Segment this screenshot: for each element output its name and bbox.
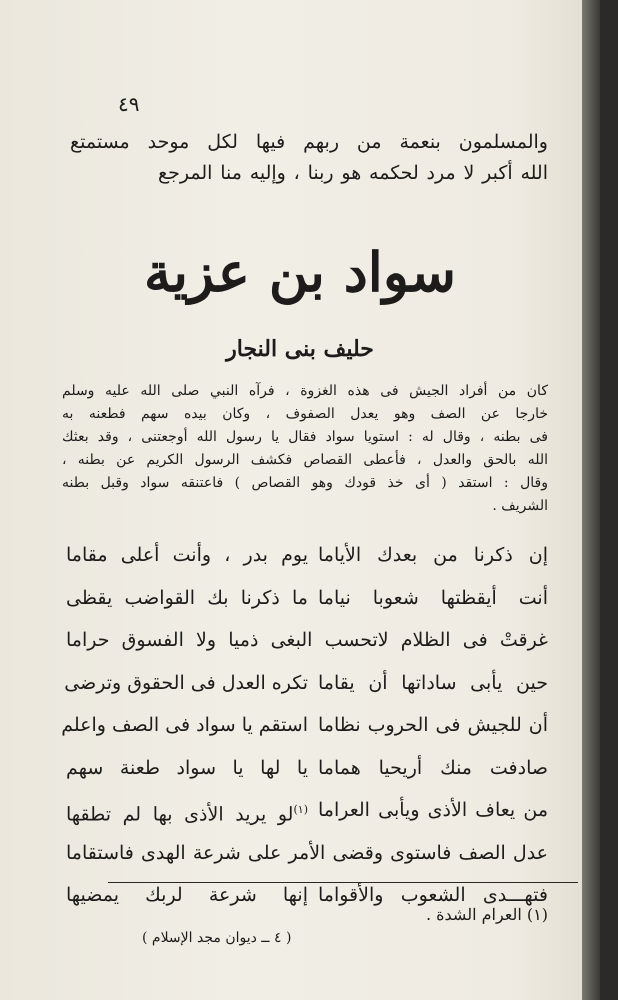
footnote-mark: (١) <box>293 803 308 816</box>
poem-title: سواد بن عزية <box>144 240 456 304</box>
verse <box>66 789 548 832</box>
prose-line: فى بطنه ، وقال له : استويا سواد فقال يا رسول الله أوجعتنى ، وقد بعثك <box>62 429 548 445</box>
verse-second-hemistich: فتهـــدى الشعوب والأقواما <box>318 884 548 906</box>
verse-first-hemistich: يوم بدر ، وأنت أعلى مقاما <box>66 544 308 566</box>
verse-second-hemistich: من يعاف الأذى ويأبى العراما <box>318 799 548 821</box>
prose-line: خارجا عن الصف وهو يعدل الصفوف ، وكان بيده سهم فطعنه به <box>62 406 548 422</box>
verse-second-hemistich: إن ذكرنا من بعدك الأياما <box>318 544 548 566</box>
verse-second-hemistich: أنت أيقظتها شعوبا نياما <box>318 586 548 609</box>
verse <box>66 832 548 875</box>
verse-first-hemistich: ما ذكرنا بك القواضب يقظى <box>66 586 308 609</box>
poem-body <box>61 534 548 917</box>
verse-first-hemistich: تكره العدل فى الحقوق وترضى <box>64 671 308 694</box>
verse-second-hemistich: صادفت منك أريحيا هماما <box>318 756 548 779</box>
book-signature: ( ٤ ــ ديوان مجد الإسلام ) <box>142 930 292 946</box>
footnote: (١) العرام الشدة . <box>425 905 548 924</box>
verse-first-hemistich <box>66 789 308 836</box>
verse <box>66 662 548 705</box>
verse-first-hemistich: استقم يا سواد فى الصف واعلم <box>61 714 308 736</box>
verse <box>66 577 548 620</box>
intro-line: والمسلمون بنعمة من ربهم فيها لكل موحد مستمتع <box>70 131 548 153</box>
verse-second-hemistich: أن للجيش فى الحروب نظاما <box>318 714 548 736</box>
prose-line: كان من أفراد الجيش فى هذه الغزوة ، فرآه النبي صلى الله عليه وسلم <box>62 383 548 399</box>
intro-line: الله أكبر لا مرد لحكمه هو ربنا ، وإليه منا المرجع <box>158 162 548 184</box>
verse <box>66 619 548 662</box>
verse-second-hemistich: حين يأبى ساداتها أن يقاما <box>318 671 548 694</box>
prose-line: وقال : استقد ( أى خذ قودك وهو القصاص ) فاعتنقه سواد وقبل بطنه <box>62 475 548 491</box>
poem-subtitle: حليف بنى النجار <box>226 336 374 362</box>
verse <box>66 534 548 577</box>
verse-first-hemistich: إنها شرعة لربك يمضيها <box>66 884 308 906</box>
prose-paragraph <box>62 380 548 518</box>
hemistich-text: لو يريد الأذى بها لم تطقها <box>66 803 294 826</box>
prose-line: الله بالحق والعدل ، فأعطى القصاص فكشف الرسول الكريم عن بطنه ، <box>62 452 548 468</box>
verse-first-hemistich: يا لها يا سواد طعنة سهم <box>66 756 308 779</box>
verse-full-line: عدل الصف فاستوى وقضى الأمر على شرعة الهدى فاستقاما <box>66 841 548 864</box>
page-number: ٤٩ <box>118 92 140 116</box>
page-edge <box>582 0 600 1000</box>
footnote-divider <box>108 882 578 883</box>
verse <box>61 704 548 747</box>
verse-full-line: غرقتْ فى الظلام لاتحسب البغى ذميا ولا الفسوق حراما <box>66 629 548 651</box>
prose-line: الشريف . <box>492 498 548 514</box>
verse <box>66 747 548 790</box>
intro-verses <box>70 127 548 189</box>
